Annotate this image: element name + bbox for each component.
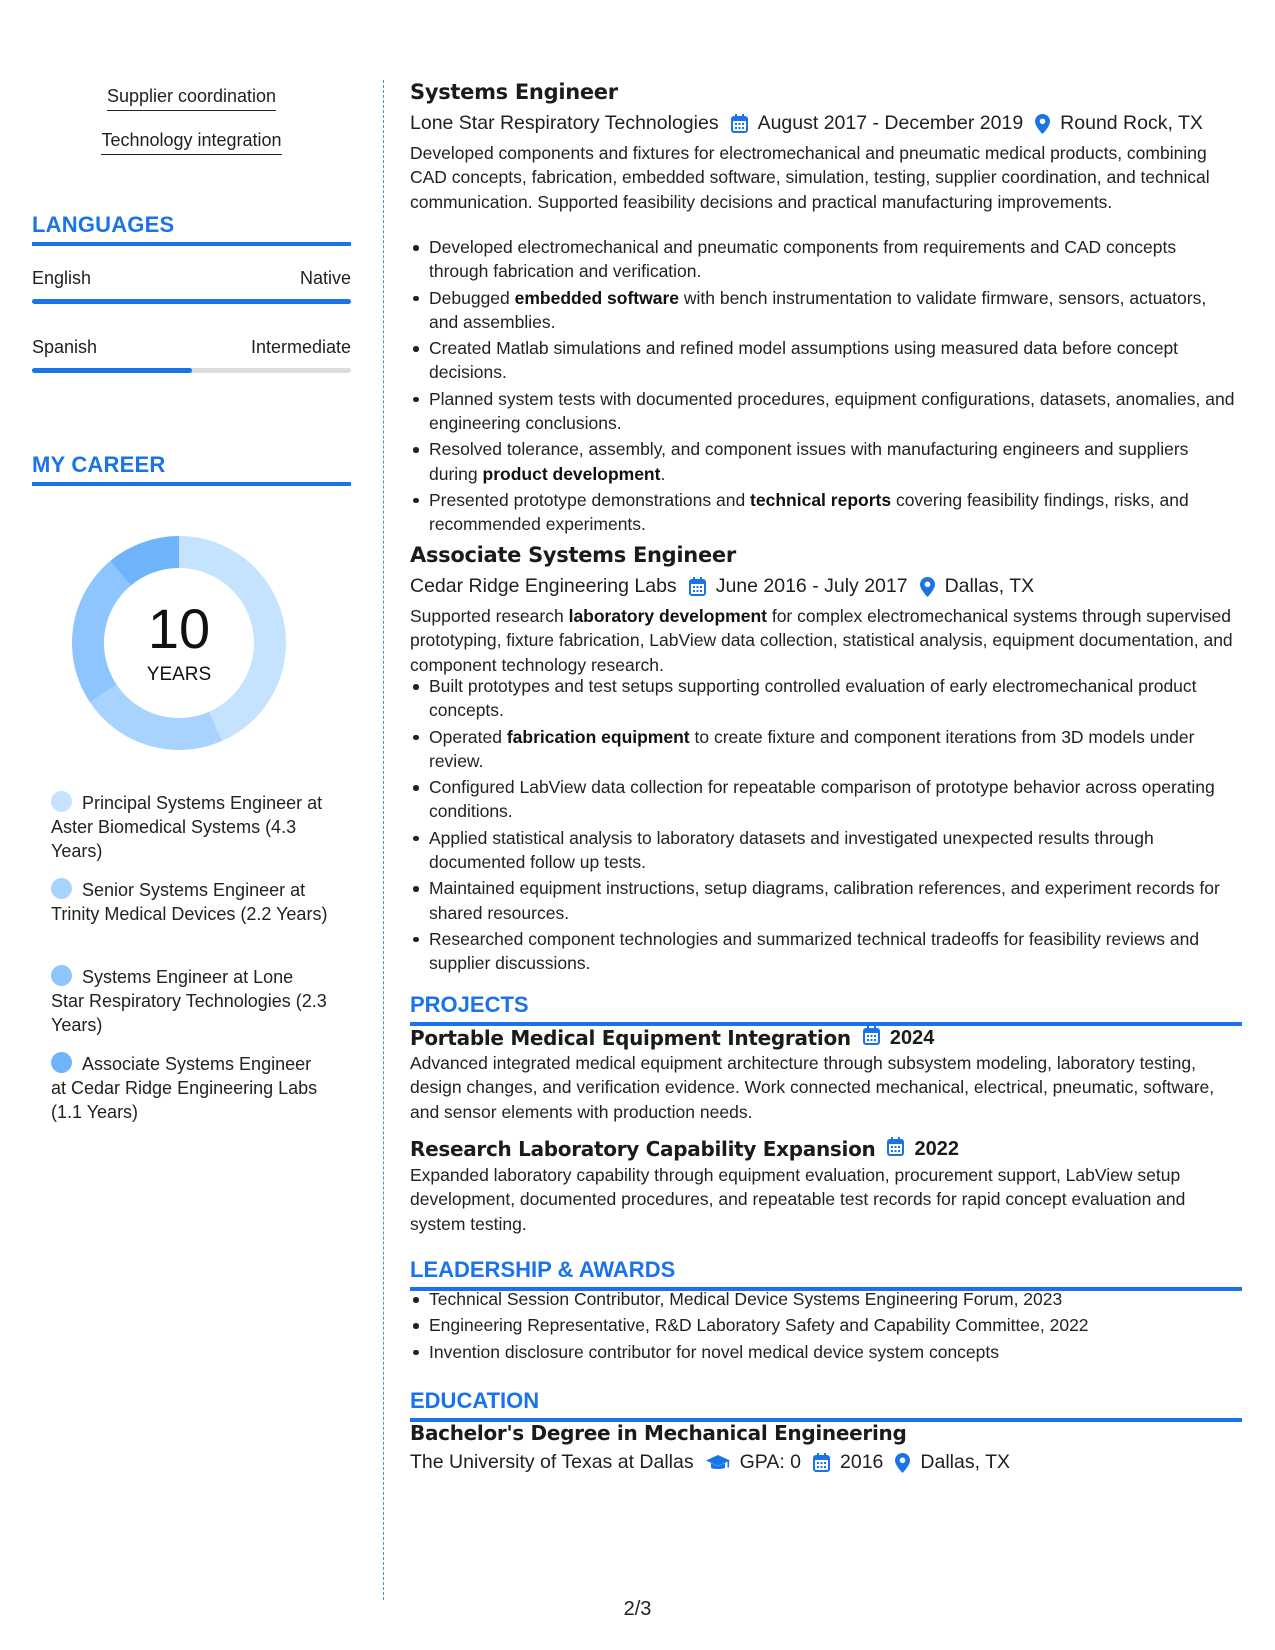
job-bullet: Applied statistical analysis to laboratory datasets and investigated unexpected results through documented follow up tests. bbox=[410, 826, 1240, 875]
language-level-fill bbox=[32, 299, 351, 304]
career-legend-item bbox=[51, 878, 331, 926]
skill-label: Technology integration bbox=[101, 130, 281, 155]
language-level: Native bbox=[299, 268, 351, 288]
education-location: Dallas, TX bbox=[920, 1451, 1010, 1473]
section-rule bbox=[32, 242, 351, 246]
skill-item bbox=[32, 86, 351, 111]
graduation-cap-icon bbox=[706, 1454, 730, 1472]
language-name: English bbox=[32, 268, 92, 288]
project-year: 2022 bbox=[914, 1137, 959, 1160]
job-bullet: Developed electromechanical and pneumatic components from requirements and CAD concepts through fabrication and verification. bbox=[410, 235, 1240, 284]
job-bullet: Created Matlab simulations and refined model assumptions using measured data before concept decisions. bbox=[410, 336, 1240, 385]
award-item: Invention disclosure contributor for novel medical device system concepts bbox=[410, 1340, 1240, 1364]
job-summary: Supported research laboratory development for complex electromechanical systems through supervised prototyping, fixture fabrication, LabView data collection, statistical analysis, equipment documentation, and component technology research. bbox=[410, 606, 1233, 675]
calendar-icon bbox=[887, 1137, 904, 1161]
project-title bbox=[410, 1137, 959, 1161]
job-title: Systems Engineer bbox=[410, 80, 618, 104]
column-divider bbox=[383, 80, 384, 1600]
job-bullet: Debugged embedded software with bench instrumentation to validate firmware, sensors, actuators, and assemblies. bbox=[410, 286, 1240, 335]
page-number: 2/3 bbox=[623, 1598, 652, 1620]
donut-segment bbox=[90, 685, 222, 750]
job-dates: August 2017 - December 2019 bbox=[757, 112, 1024, 134]
career-title: MY CAREER bbox=[32, 452, 166, 477]
education-gpa: GPA: 0 bbox=[739, 1451, 802, 1473]
job-title: Associate Systems Engineer bbox=[410, 543, 736, 567]
project-title bbox=[410, 1026, 934, 1050]
language-level-fill bbox=[32, 368, 192, 373]
job-bullets bbox=[410, 674, 1240, 978]
language-row bbox=[32, 337, 351, 358]
skill-label: Supplier coordination bbox=[107, 86, 276, 111]
project-name: Portable Medical Equipment Integration bbox=[410, 1026, 851, 1050]
legend-dot bbox=[51, 878, 72, 899]
languages-title: LANGUAGES bbox=[32, 212, 175, 237]
language-name: Spanish bbox=[32, 337, 98, 357]
career-legend-label: Systems Engineer at Lone Star Respiratory Technologies (2.3 Years) bbox=[51, 967, 327, 1035]
calendar-icon bbox=[731, 114, 748, 133]
education-title: EDUCATION bbox=[410, 1388, 540, 1413]
language-row bbox=[32, 268, 351, 289]
projects-heading bbox=[410, 992, 1242, 1018]
project-name: Research Laboratory Capability Expansion bbox=[410, 1137, 876, 1161]
career-donut-chart bbox=[64, 528, 294, 758]
awards-title: LEADERSHIP & AWARDS bbox=[410, 1257, 676, 1282]
job-bullet: Resolved tolerance, assembly, and component issues with manufacturing engineers and suppliers during product development. bbox=[410, 437, 1240, 486]
language-level: Intermediate bbox=[250, 337, 351, 357]
skill-item bbox=[32, 130, 351, 155]
project-description: Expanded laboratory capability through equipment evaluation, procurement support, LabView setup development, documented procedures, and repeatable test records for rapid concept evaluation and system testing. bbox=[410, 1165, 1186, 1234]
job-dates: June 2016 - July 2017 bbox=[715, 575, 908, 597]
award-item: Technical Session Contributor, Medical Device Systems Engineering Forum, 2023 bbox=[410, 1287, 1240, 1311]
job-location: Dallas, TX bbox=[944, 575, 1035, 597]
career-legend-item bbox=[51, 1052, 331, 1124]
job-bullet: Planned system tests with documented procedures, equipment configurations, datasets, anomalies, and engineering conclusions. bbox=[410, 387, 1240, 436]
career-legend-label: Principal Systems Engineer at Aster Biomedical Systems (4.3 Years) bbox=[51, 793, 323, 861]
map-pin-icon bbox=[895, 1453, 910, 1473]
job-bullet: Configured LabView data collection for repeatable comparison of prototype behavior across operating conditions. bbox=[410, 775, 1240, 824]
section-rule bbox=[32, 482, 351, 486]
calendar-icon bbox=[689, 577, 706, 596]
job-bullet: Presented prototype demonstrations and technical reports covering feasibility findings, risks, and recommended experiments. bbox=[410, 488, 1240, 537]
project-year: 2024 bbox=[889, 1026, 935, 1049]
job-company: Lone Star Respiratory Technologies bbox=[410, 112, 719, 134]
career-heading bbox=[32, 452, 351, 478]
job-location: Round Rock, TX bbox=[1060, 112, 1203, 134]
map-pin-icon bbox=[1035, 114, 1050, 134]
award-item: Engineering Representative, R&D Laboratory Safety and Capability Committee, 2022 bbox=[410, 1313, 1240, 1337]
awards-list bbox=[410, 1287, 1240, 1366]
calendar-icon bbox=[863, 1026, 880, 1050]
career-legend-item bbox=[51, 965, 331, 1037]
career-legend-label: Senior Systems Engineer at Trinity Medical Devices (2.2 Years) bbox=[51, 880, 328, 924]
education-heading bbox=[410, 1388, 1242, 1414]
languages-heading bbox=[32, 212, 351, 238]
career-legend-label: Associate Systems Engineer at Cedar Ridge Engineering Labs (1.1 Years) bbox=[51, 1054, 318, 1122]
education-meta bbox=[410, 1451, 1010, 1474]
legend-dot bbox=[51, 791, 72, 812]
job-bullet: Researched component technologies and summarized technical tradeoffs for feasibility reviews and supplier discussions. bbox=[410, 927, 1240, 976]
education-year: 2016 bbox=[840, 1451, 884, 1473]
job-bullets bbox=[410, 235, 1240, 539]
career-total-years: 10 bbox=[147, 597, 211, 660]
job-bullet: Maintained equipment instructions, setup diagrams, calibration references, and experiment records for shared resources. bbox=[410, 876, 1240, 925]
job-company: Cedar Ridge Engineering Labs bbox=[410, 575, 677, 597]
project-description: Advanced integrated medical equipment architecture through subsystem modeling, laboratory testing, design changes, and verification evidence. Work connected mechanical, electrical, pneumatic, software, and sensor elements with production needs. bbox=[410, 1053, 1215, 1122]
language-level-bar bbox=[32, 368, 351, 373]
language-level-bar bbox=[32, 299, 351, 304]
career-total-label: YEARS bbox=[146, 664, 212, 685]
career-legend-item bbox=[51, 791, 331, 863]
legend-dot bbox=[51, 965, 72, 986]
job-bullet: Operated fabrication equipment to create fixture and component iterations from 3D models under review. bbox=[410, 725, 1240, 774]
legend-dot bbox=[51, 1052, 72, 1073]
education-degree: Bachelor's Degree in Mechanical Engineering bbox=[410, 1421, 907, 1445]
job-meta bbox=[410, 575, 1034, 598]
awards-heading bbox=[410, 1257, 1242, 1283]
job-bullet: Built prototypes and test setups supporting controlled evaluation of early electromechanical product concepts. bbox=[410, 674, 1240, 723]
education-school: The University of Texas at Dallas bbox=[410, 1451, 694, 1473]
calendar-icon bbox=[813, 1453, 830, 1472]
job-summary: Developed components and fixtures for electromechanical and pneumatic medical products, combining CAD concepts, fabrication, embedded software, simulation, testing, supplier coordination, and technical communication. Supported feasibility decisions and practical manufacturing improvements. bbox=[410, 143, 1210, 212]
map-pin-icon bbox=[920, 577, 935, 597]
projects-title: PROJECTS bbox=[410, 992, 529, 1017]
job-meta bbox=[410, 112, 1203, 135]
